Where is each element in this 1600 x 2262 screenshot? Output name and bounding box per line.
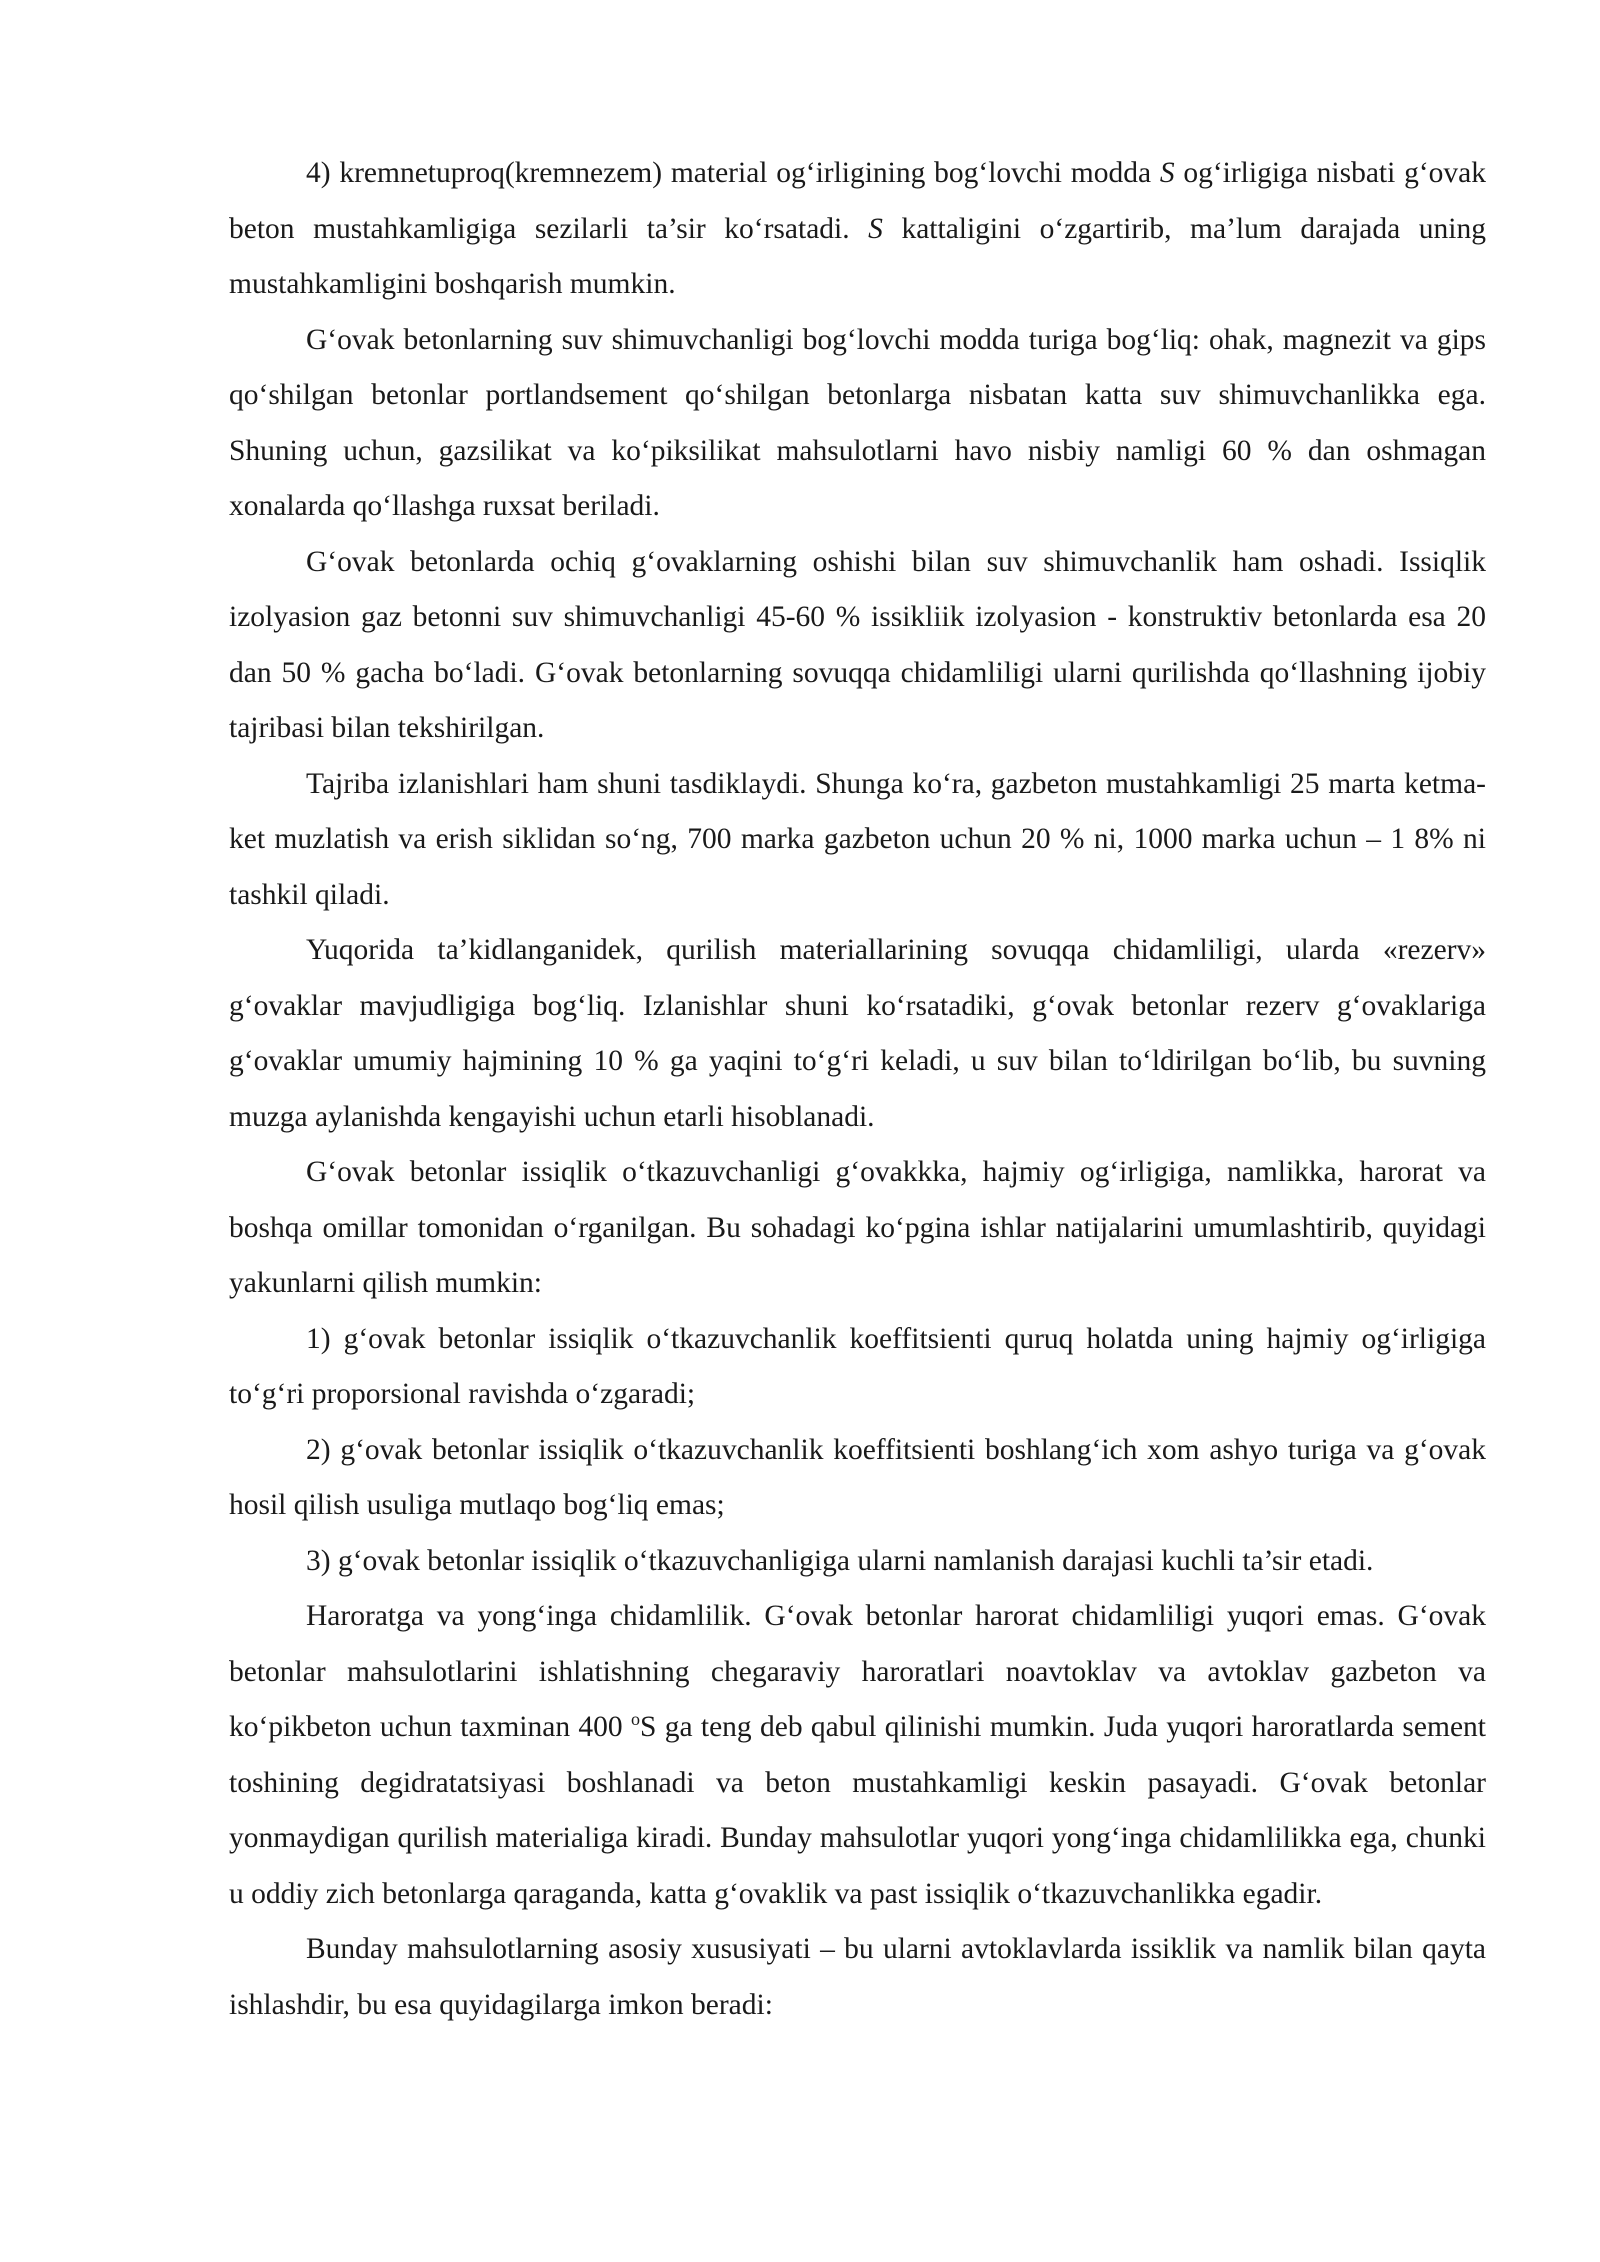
paragraph-p2 — [229, 313, 1486, 535]
paragraph-text: G‘ovak betonlarning suv shimuvchanligi bog‘lovchi modda turiga bog‘liq: ohak, magnezit va gips qo‘shilgan betonlar portlandsement qo‘shilgan betonlarga nisbatan katta suv shimuvchanlikka ega. Shuning uchun, gazsilikat va ko‘piksilikat mahsulotlarni havo nisbiy namligi 60 % dan oshmagan xonalarda qo‘llashga ruxsat beriladi. — [229, 323, 1486, 522]
italic-symbol: S — [1159, 157, 1175, 189]
paragraph-text: G‘ovak betonlarda ochiq g‘ovaklarning oshishi bilan suv shimuvchanlik ham oshadi. Issiqlik izolyasion gaz betonni suv shimuvchanligi 45-60 % issikliik izolyasion - konstruktiv betonlarda esa 20 dan 50 % gacha bo‘ladi. G‘ovak betonlarning sovuqqa chidamliligi ularni qurilishda qo‘llashning ijobiy tajribasi bilan tekshirilgan. — [229, 545, 1486, 744]
paragraph-text: Bunday mahsulotlarning asosiy xususiyati – bu ularni avtoklavlarda issiklik va namlik bilan qayta ishlashdir, bu esa quyidagilarga imkon beradi: — [229, 1933, 1486, 2021]
paragraph-p1 — [229, 146, 1486, 313]
paragraph-text: Haroratga va yong‘inga chidamlilik. G‘ovak betonlar harorat chidamliligi yuqori emas. G‘ovak betonlar mahsulotlarini ishlatishning chegaraviy haroratlari noavtoklav va avtoklav gazbeton va ko‘pikbeton uchun taxminan 400 — [229, 1600, 1486, 1743]
paragraph-p3 — [229, 535, 1486, 757]
paragraph-text: Tajriba izlanishlari ham shuni tasdiklaydi. Shunga ko‘ra, gazbeton mustahkamligi 25 marta ketma-ket muzlatish va erish siklidan so‘ng, 700 marka gazbeton uchun 20 % ni, 1000 marka uchun – 1 8% ni tashkil qiladi. — [229, 767, 1486, 911]
paragraph-text: Yuqorida ta’kidlanganidek, qurilish materiallarining sovuqqa chidamliligi, ularda «rezerv» g‘ovaklar mavjudligiga bog‘liq. Izlanishlar shuni ko‘rsatadiki, g‘ovak betonlar rezerv g‘ovaklariga g‘ovaklar umumiy hajmining 10 % ga yaqini to‘g‘ri keladi, u suv bilan to‘ldirilgan bo‘lib, bu suvning muzga aylanishda kengayishi uchun etarli hisoblanadi. — [229, 934, 1486, 1133]
paragraph-text: 3) g‘ovak betonlar issiqlik o‘tkazuvchanligiga ularni namlanish darajasi kuchli ta’sir etadi. — [306, 1544, 1374, 1577]
paragraph-p11 — [229, 1922, 1486, 2033]
paragraph-text: 2) g‘ovak betonlar issiqlik o‘tkazuvchanlik koeffitsienti boshlang‘ich xom ashyo turiga va g‘ovak hosil qilish usuliga mutlaqo bog‘liq emas; — [229, 1433, 1486, 1521]
paragraph-p7 — [229, 1312, 1486, 1423]
paragraph-text: 1) g‘ovak betonlar issiqlik o‘tkazuvchanlik koeffitsienti quruq holatda uning hajmiy og‘irligiga to‘g‘ri proporsional ravishda o‘zgaradi; — [229, 1322, 1486, 1410]
paragraph-text: G‘ovak betonlar issiqlik o‘tkazuvchanligi g‘ovakkka, hajmiy og‘irligiga, namlikka, harorat va boshqa omillar tomonidan o‘rganilgan. Bu sohadagi ko‘pgina ishlar natijalarini umumlashtirib, quyidagi yakunlarni qilish mumkin: — [229, 1156, 1486, 1299]
paragraph-p5 — [229, 923, 1486, 1145]
paragraph-p10 — [229, 1589, 1486, 1922]
degree-superscript: o — [630, 1709, 640, 1729]
paragraph-p4 — [229, 757, 1486, 924]
paragraph-p6 — [229, 1145, 1486, 1312]
paragraph-p9 — [229, 1534, 1486, 1590]
paragraph-text: og‘irligiga nisbati g‘ovak beton mustahkamligiga sezilarli ta’sir ko‘rsatadi. — [229, 157, 1486, 245]
italic-symbol: S — [868, 212, 883, 245]
document-body — [229, 146, 1486, 2033]
paragraph-text: kattaligini o‘zgartirib, ma’lum darajada uning mustahkamligini boshqarish mumkin. — [229, 212, 1486, 300]
paragraph-text: 4) kremnetuproq(kremnezem) material og‘irligining bog‘lovchi modda — [306, 157, 1160, 189]
paragraph-text: S ga teng deb qabul qilinishi mumkin. Juda yuqori haroratlarda sement toshining degidratatsiyasi boshlanadi va beton mustahkamligi keskin pasayadi. G‘ovak betonlar yonmaydigan qurilish materialiga kiradi. Bunday mahsulotlar yuqori yong‘inga chidamlilikka ega, chunki u oddiy zich betonlarga qaraganda, katta g‘ovaklik va past issiqlik o‘tkazuvchanlikka egadir. — [229, 1711, 1486, 1910]
paragraph-p8 — [229, 1423, 1486, 1534]
